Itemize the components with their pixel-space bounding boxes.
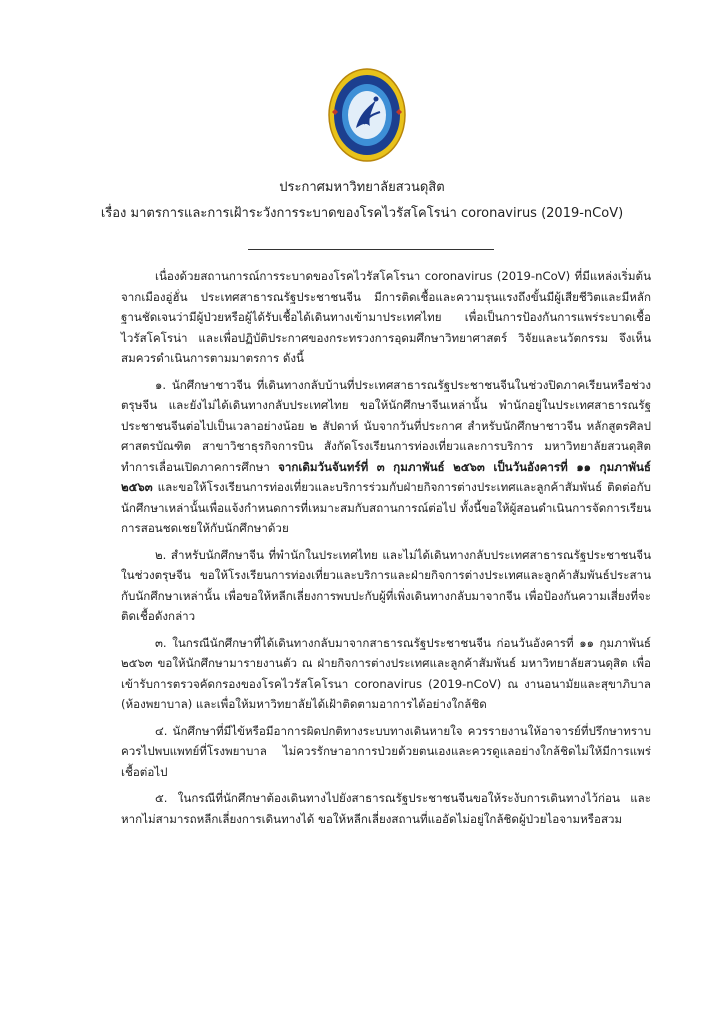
announcement-body [121, 266, 651, 835]
measure-1-text-a: ๑. นักศึกษาชาวจีน ที่เดินทางกลับบ้านที่ประเทศสาธารณรัฐประชาชนจีนในช่วงปิดภาคเรียนหรือช่วงตรุษจีน และยังไม่ได้เดินทางกลับประเทศไทย ขอให้นักศึกษาจีนเหล่านั้น พำนักอยู่ในประเทศสาธารณรัฐประชาชนจีนต่อไปเป็นเวลาอย่างน้อย ๒ สัปดาห์ นับจากวันที่ประกาศ สำหรับนักศึกษาชาวจีน หลักสูตรศิลปศาสตรบัณฑิต สาขาวิชาธุรกิจการบิน สังกัดโรงเรียนการท่องเที่ยวและการบริการ มหาวิทยาลัยสวนดุสิต ทำการเลื่อนเปิดภาคการศึกษา [121, 377, 651, 474]
measure-1-date-change: จากเดิมวันจันทร์ที่ ๓ กุมภาพันธ์ ๒๕๖๓ เป็นวันอังคารที่ ๑๑ กุมภาพันธ์ ๒๕๖๓ [121, 459, 652, 494]
announcement-subject: เรื่อง มาตรการและการเฝ้าระวังการระบาดของโรคไวรัสโคโรน่า coronavirus (2019-nCoV) [100, 206, 624, 221]
measure-3-paragraph: ๓. ในกรณีนักศึกษาที่ได้เดินทางกลับมาจากสาธารณรัฐประชาชนจีน ก่อนวันอังคารที่ ๑๑ กุมภาพันธ์ ๒๕๖๓ ขอให้นักศึกษามารายงานตัว ณ ฝ่ายกิจการต่างประเทศและลูกค้าสัมพันธ์ มหาวิทยาลัยสวนดุสิต เพื่อเข้ารับการตรวจคัดกรองของโรคไวรัสโคโรนา coronavirus (2019-nCoV) ณ งานอนามัยและสุขาภิบาล (ห้องพยาบาล) และเพื่อให้มหาวิทยาลัยได้เฝ้าติดตามอาการได้อย่างใกล้ชิด [121, 635, 651, 711]
intro-paragraph: เนื่องด้วยสถานการณ์การระบาดของโรคไวรัสโคโรนา coronavirus (2019-nCoV) ที่มีแหล่งเริ่มต้นจากเมืองอู่ฮั่น ประเทศสาธารณรัฐประชาชนจีน มีการติดเชื้อและความรุนแรงถึงขั้นมีผู้เสียชีวิตและมีหลักฐานชัดเจนว่ามีผู้ป่วยหรือผู้ได้รับเชื้อได้เดินทางเข้ามาประเทศไทย เพื่อเป็นการป้องกันการแพร่ระบาดเชื้อไวรัสโคโรน่า และเพื่อปฏิบัติประกาศของกระทรวงการอุดมศึกษาวิทยาศาสตร์ วิจัยและนวัตกรรม จึงเห็นสมควรดำเนินการตามมาตรการ ดังนี้ [121, 269, 651, 365]
measure-2-paragraph: ๒. สำหรับนักศึกษาจีน ที่พำนักในประเทศไทย และไม่ได้เดินทางกลับประเทศสาธารณรัฐประชาชนจีนในช่วงตรุษจีน ขอให้โรงเรียนการท่องเที่ยวและบริการและฝ่ายกิจการต่างประเทศและลูกค้าสัมพันธ์ประสานกับนักศึกษาเหล่านั้น เพื่อขอให้หลีกเลี่ยงการพบปะกับผู้ที่เพิ่งเดินทางกลับมาจากจีน เพื่อป้องกันความเสี่ยงที่จะติดเชื้อดังกล่าว [121, 547, 651, 623]
university-seal-icon [326, 66, 408, 164]
measure-1-paragraph [121, 375, 651, 539]
measure-4-paragraph: ๔. นักศึกษาที่มีไข้หรือมีอาการผิดปกติทางระบบทางเดินหายใจ ควรรายงานให้อาจารย์ที่ปรึกษาทราบ ควรไปพบแพทย์ที่โรงพยาบาล ไม่ควรรักษาอาการป่วยด้วยตนเองและควรดูแลอย่างใกล้ชิดไม่ให้มีการแพร่เชื้อต่อไป [121, 723, 651, 779]
university-seal-logo [326, 66, 408, 164]
title-divider [248, 249, 494, 250]
measure-5-paragraph: ๕. ในกรณีที่นักศึกษาต้องเดินทางไปยังสาธารณรัฐประชาชนจีนขอให้ระงับการเดินทางไว้ก่อน และหากไม่สามารถหลีกเลี่ยงการเดินทางได้ ขอให้หลีกเลี่ยงสถานที่แออัดไม่อยู่ใกล้ชิดผู้ป่วยไอจามหรือสวม [121, 791, 651, 826]
announcement-title: ประกาศมหาวิทยาลัยสวนดุสิต [279, 180, 445, 195]
measure-1-text-b: และขอให้โรงเรียนการท่องเที่ยวและบริการร่วมกับฝ่ายกิจการต่างประเทศและลูกค้าสัมพันธ์ ติดต่อกับนักศึกษาเหล่านั้นเพื่อแจ้งกำหนดการที่เหมาะสมกับสถานการณ์ต่อไป ทั้งนี้ขอให้ผู้สอนดำเนินการจัดการเรียนการสอนชดเชยให้กับนักศึกษาด้วย [121, 480, 651, 535]
